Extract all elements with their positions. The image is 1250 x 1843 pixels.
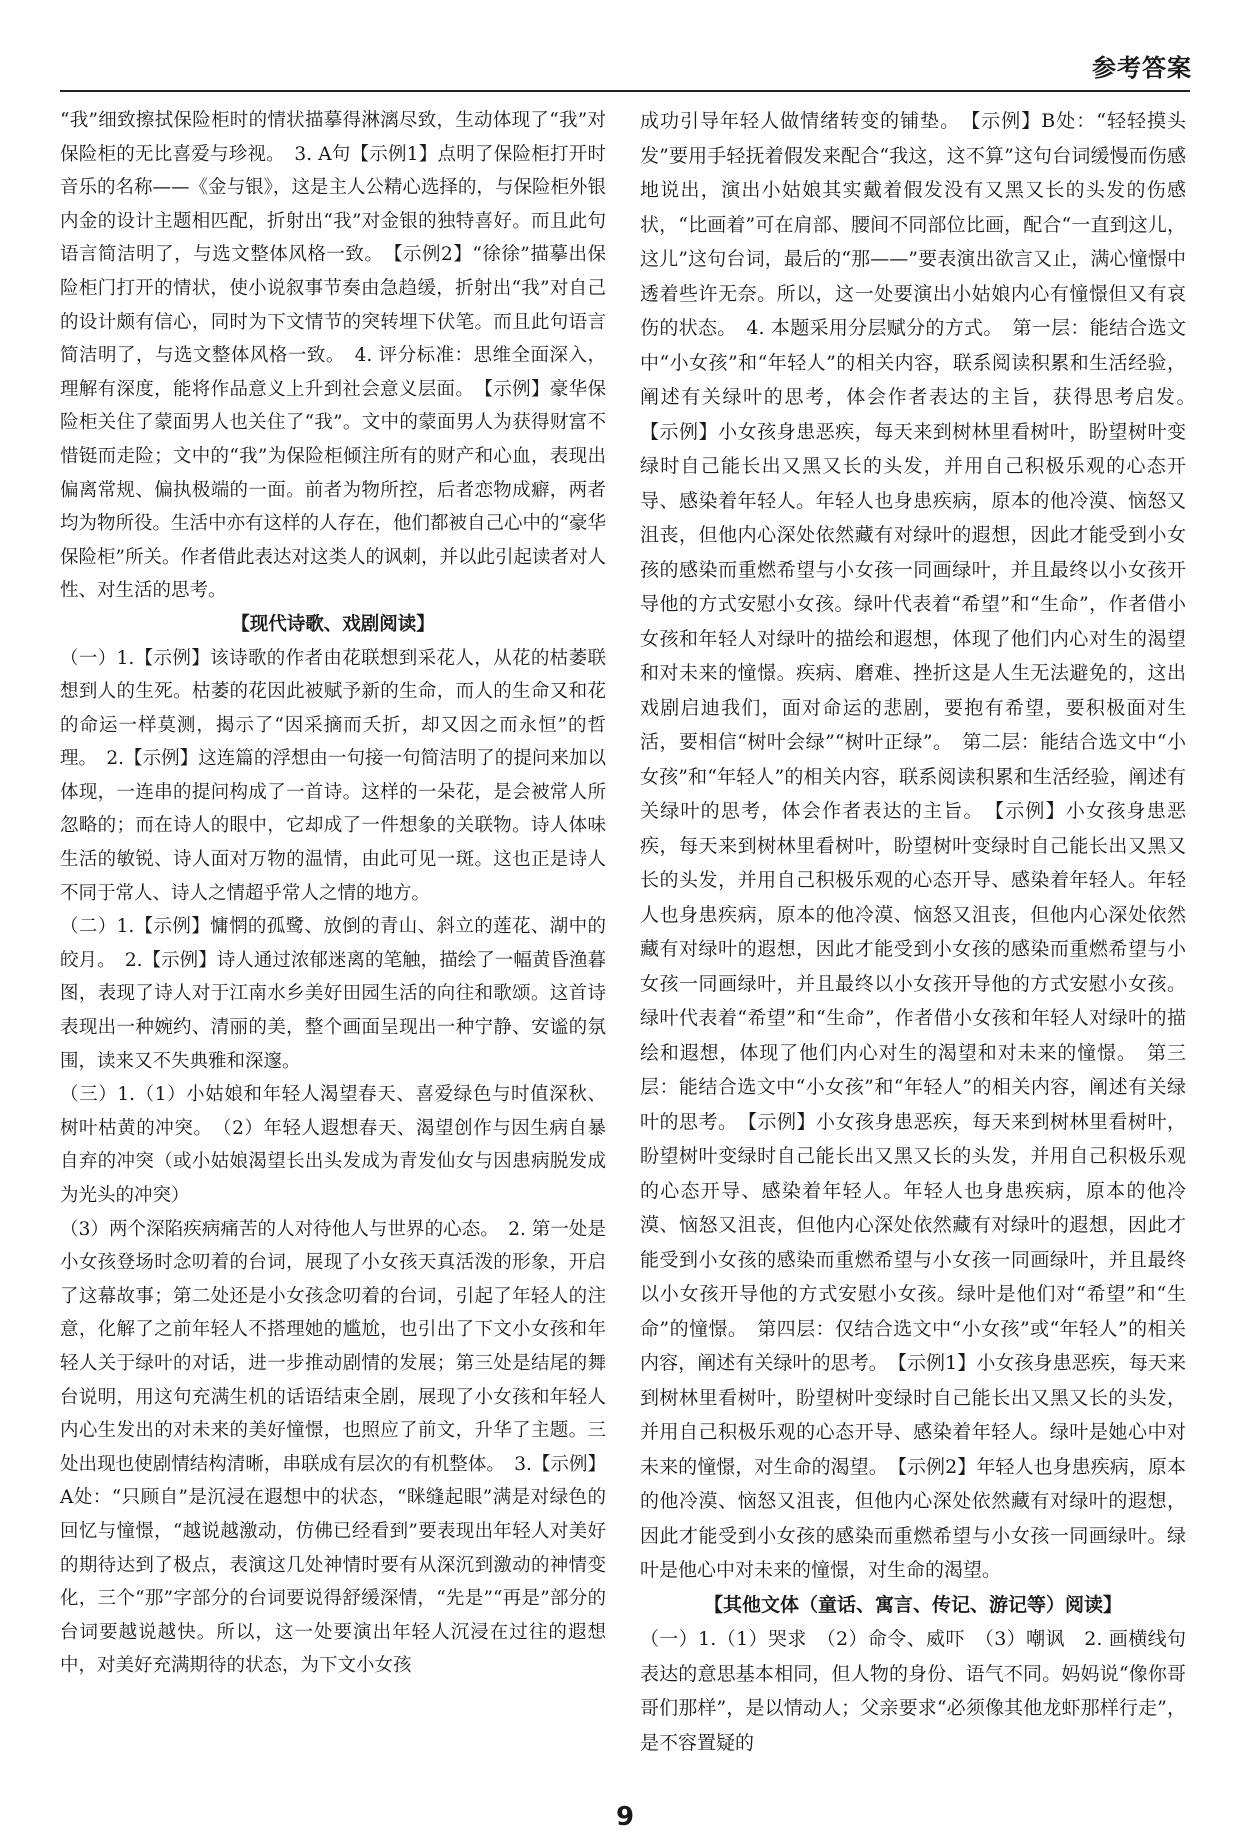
answer-paragraph: （3）两个深陷疾病痛苦的人对待他人与世界的心态。 2. 第一处是小女孩登场时念叨着的台词，展现了小女孩天真活泼的形象，开启了这幕故事；第二处还是小女孩念叨着的台词，引起了年轻人的注意，化解了之前年轻人不搭理她的尴尬，也引出了下文小女孩和年轻人关于绿叶的对话，进一步推动剧情的发展；第三处是结尾的舞台说明，用这句充满生机的话语结束全剧，展现了小女孩和年轻人内心生发出的对未来的美好憧憬，也照应了前文，升华了主题。三处出现也使剧情结构清晰，串联成有层次的有机整体。 3.【示例】A处：“只顾自”是沉浸在遐想中的状态，“眯缝起眼”满是对绿色的回忆与憧憬，“越说越激动，仿佛已经看到”要表现出年轻人对美好的期待达到了极点，表演这几处神情时要有从深沉到激动的神情变化，三个“那”字部分的台词要说得舒缓深情，“先是”“再是”部分的台词要越说越快。所以，这一处要演出年轻人沉浸在过往的遐想中，对美好充满期待的状态，为下文小女孩	[60, 1218, 606, 1677]
right-column	[640, 104, 1206, 1760]
answer-paragraph: （二）1.【示例】慵惘的孤鹭、放倒的青山、斜立的莲花、湖中的皎月。 2.【示例】诗人通过浓郁迷离的笔触，描绘了一幅黄昏渔暮图，表现了诗人对于江南水乡美好田园生活的向往和歌颂。这首诗表现出一种婉约、清丽的美，整个画面呈现出一种宁静、安谧的氛围，读来又不失典雅和深邃。	[60, 916, 606, 1072]
answer-paragraph: （三）1.（1）小姑娘和年轻人渴望春天、喜爱绿色与时值深秋、树叶枯黄的冲突。 （2）年轻人遐想春天、渴望创作与因生病自暴自弃的冲突（或小姑娘渴望长出头发成为青发仙女与因患病脱发成为光头的冲突）	[60, 1084, 606, 1206]
answer-paragraph: “我”细致擦拭保险柜时的情状描摹得淋漓尽致，生动体现了“我”对保险柜的无比喜爱与珍视。 3. A句【示例1】点明了保险柜打开时音乐的名称——《金与银》，这是主人公精心选择的，与保险柜外银内金的设计主题相匹配，折射出“我”对金银的独特喜好。而且此句语言简洁明了，与选文整体风格一致。 【示例2】“徐徐”描摹出保险柜门打开的情状，使小说叙事节奏由急趋缓，折射出“我”对自己的设计颇有信心，同时为下文情节的突转埋下伏笔。而且此句语言简洁明了，与选文整体风格一致。 4. 评分标准：思维全面深入，理解有深度，能将作品意义上升到社会意义层面。 【示例】豪华保险柜关住了蒙面男人也关住了“我”。文中的蒙面男人为获得财富不惜铤而走险；文中的“我”为保险柜倾注所有的财产和心血，表现出偏离常规、偏执极端的一面。前者为物所控，后者恋物成癖，两者均为物所役。生活中亦有这样的人存在，他们都被自己心中的“豪华保险柜”所关。作者借此表达对这类人的讽刺，并以此引起读者对人性、对生活的思考。	[60, 110, 606, 602]
answer-paragraph: 成功引导年轻人做情绪转变的铺垫。 【示例】B处：“轻轻摸头发”要用手轻抚着假发来配合“我这，这不算”这句台词缓慢而伤感地说出，演出小姑娘其实戴着假发没有又黑又长的头发的伤感状，“比画着”可在肩部、腰间不同部位比画，配合“一直到这儿，这儿”这句台词，最后的“那——”要表演出欲言又止，满心憧憬中透着些许无奈。所以，这一处要演出小姑娘内心有憧憬但又有哀伤的状态。 4. 本题采用分层赋分的方式。 第一层：能结合选文中“小女孩”和“年轻人”的相关内容，联系阅读积累和生活经验，阐述有关绿叶的思考，体会作者表达的主旨，获得思考启发。 【示例】小女孩身患恶疾，每天来到树林里看树叶，盼望树叶变绿时自己能长出又黑又长的头发，并用自己积极乐观的心态开导、感染着年轻人。年轻人也身患疾病，原本的他冷漠、恼怒又沮丧，但他内心深处依然藏有对绿叶的遐想，因此才能受到小女孩的感染而重燃希望与小女孩一同画绿叶，并且最终以小女孩开导他的方式安慰小女孩。绿叶代表着“希望”和“生命”，作者借小女孩和年轻人对绿叶的描绘和遐想，体现了他们内心对生的渴望和对未来的憧憬。疾病、磨难、挫折这是人生无法避免的，这出戏剧启迪我们，面对命运的悲剧，要抱有希望，要积极面对生活，要相信“树叶会绿”“树叶正绿”。 第二层：能结合选文中“小女孩”和“年轻人”的相关内容，联系阅读积累和生活经验，阐述有关绿叶的思考，体会作者表达的主旨。 【示例】小女孩身患恶疾，每天来到树林里看树叶，盼望树叶变绿时自己能长出又黑又长的头发，并用自己积极乐观的心态开导、感染着年轻人。年轻人也身患疾病，原本的他冷漠、恼怒又沮丧，但他内心深处依然藏有对绿叶的遐想，因此才能受到小女孩的感染而重燃希望与小女孩一同画绿叶，并且最终以小女孩开导他的方式安慰小女孩。绿叶代表着“希望”和“生命”，作者借小女孩和年轻人对绿叶的描绘和遐想，体现了他们内心对生的渴望和对未来的憧憬。 第三层：能结合选文中“小女孩”和“年轻人”的相关内容，阐述有关绿叶的思考。 【示例】小女孩身患恶疾，每天来到树林里看树叶，盼望树叶变绿时自己能长出又黑又长的头发，并用自己积极乐观的心态开导、感染着年轻人。年轻人也身患疾病，原本的他冷漠、恼怒又沮丧，但他内心深处依然藏有对绿叶的遐想，因此才能受到小女孩的感染而重燃希望与小女孩一同画绿叶，并且最终以小女孩开导他的方式安慰小女孩。绿叶是他们对“希望”和“生命”的憧憬。 第四层：仅结合选文中“小女孩”或“年轻人”的相关内容，阐述有关绿叶的思考。 【示例1】小女孩身患恶疾，每天来到树林里看树叶，盼望树叶变绿时自己能长出又黑又长的头发，并用自己积极乐观的心态开导、感染着年轻人。绿叶是她心中对未来的憧憬，对生命的渴望。 【示例2】年轻人也身患疾病，原本的他冷漠、恼怒又沮丧，但他内心深处依然藏有对绿叶的遐想，因此才能受到小女孩的感染而重燃希望与小女孩一同画绿叶。绿叶是他心中对未来的憧憬，对生命的渴望。	[640, 110, 1206, 1581]
header-rule	[60, 90, 1190, 92]
header-title: 参考答案	[1092, 53, 1192, 82]
section-heading: 【现代诗歌、戏剧阅读】	[231, 613, 435, 635]
page-number: 9	[615, 1802, 635, 1832]
answer-paragraph: （一）1.（1）哭求 （2）命令、威吓 （3）嘲讽 2. 画横线句表达的意思基本相同，但人物的身份、语气不同。妈妈说“像你哥哥们那样”，是以情动人；父亲要求“必须像其他龙虾那样行走”，是不容置疑的	[640, 1628, 1186, 1754]
answer-paragraph: （一）1.【示例】该诗歌的作者由花联想到采花人，从花的枯萎联想到人的生死。枯萎的花因此被赋予新的生命，而人的生命又和花的命运一样莫测，揭示了“因采摘而夭折，却又因之而永恒”的哲理。 2.【示例】这连篇的浮想由一句接一句简洁明了的提问来加以体现，一连串的提问构成了一首诗。这样的一朵花，是会被常人所忽略的；而在诗人的眼中，它却成了一件想象的关联物。诗人体味生活的敏锐、诗人面对万物的温情，由此可见一斑。这也正是诗人不同于常人、诗人之情超乎常人之情的地方。	[60, 647, 606, 904]
left-column	[60, 104, 606, 1683]
section-heading: 【其他文体（童话、寓言、传记、游记等）阅读】	[703, 1593, 1122, 1616]
